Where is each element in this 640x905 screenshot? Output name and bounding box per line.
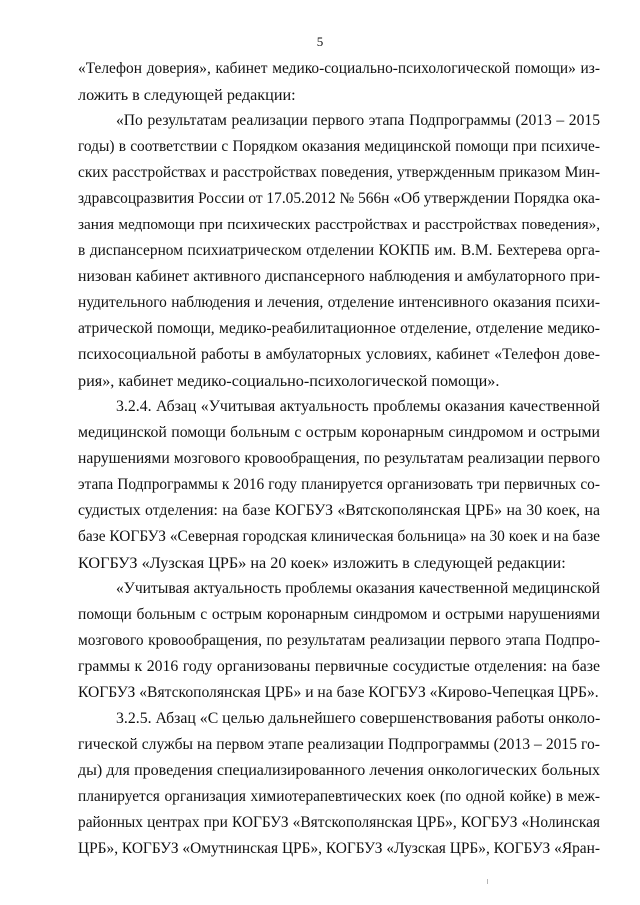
text-line: нарушениями мозгового кровообращения, по результатам реализации первого (78, 450, 600, 467)
text-line: рия», кабинет медико-социально-психологической помощи». (78, 372, 500, 390)
text-line: в диспансерном психиатрическом отделении КОКПБ им. В.М. Бехтерева орга- (78, 242, 600, 259)
text-line: гической службы на первом этапе реализации Подпрограммы (2013 – 2015 го- (78, 736, 600, 753)
text-line: нудительного наблюдения и лечения, отделение интенсивного оказания психи- (78, 294, 600, 311)
text-line: районных центрах при КОГБУЗ «Вятскополянская ЦРБ», КОГБУЗ «Нолинская (78, 814, 600, 831)
text-line: атрической помощи, медико-реабилитационное отделение, отделение медико- (78, 320, 600, 337)
text-line: 3.2.5. Абзац «С целью дальнейшего совершенствования работы онколо- (116, 710, 601, 727)
text-line: базе КОГБУЗ «Северная городская клиническая больница» на 30 коек и на базе (78, 528, 600, 545)
text-line: психосоциальной работы в амбулаторных условиях, кабинет «Телефон дове- (78, 346, 600, 363)
text-line: планируется организация химиотерапевтических коек (по одной койке) в меж- (78, 788, 600, 805)
text-line: судистых отделения: на базе КОГБУЗ «Вятскополянская ЦРБ» на 30 коек, на (78, 502, 600, 519)
text-line: мозгового кровообращения, по результатам реализации первого этапа Подпро- (78, 632, 600, 649)
text-line: «Учитывая актуальность проблемы оказания качественной медицинской (116, 580, 600, 597)
text-line: «Телефон доверия», кабинет медико-социально-психологической помощи» из- (78, 60, 600, 77)
text-line: КОГБУЗ «Вятскополянская ЦРБ» и на базе КОГБУЗ «Кирово-Чепецкая ЦРБ». (78, 684, 599, 701)
text-line: ложить в следующей редакции: (78, 86, 296, 104)
text-line: 3.2.4. Абзац «Учитывая актуальность проблемы оказания качественной (116, 398, 600, 415)
text-line: этапа Подпрограммы к 2016 году планируется организовать три первичных со- (78, 476, 600, 493)
text-line: низован кабинет активного диспансерного наблюдения и амбулаторного при- (78, 268, 600, 285)
text-line: КОГБУЗ «Лузская ЦРБ» на 20 коек» изложить в следующей редакции: (78, 554, 566, 572)
scan-artifact (487, 879, 488, 884)
text-line: ЦРБ», КОГБУЗ «Омутнинская ЦРБ», КОГБУЗ «Лузская ЦРБ», КОГБУЗ «Яран- (78, 840, 600, 857)
text-line: медицинской помощи больным с острым коронарным синдромом и острыми (78, 424, 600, 441)
text-line: «По результатам реализации первого этапа Подпрограммы (2013 – 2015 (116, 112, 600, 129)
page-number: 5 (316, 34, 324, 49)
text-line: ды) для проведения специализированного лечения онкологических больных (78, 762, 600, 779)
text-line: ских расстройствах и расстройствах поведения, утвержденным приказом Мин- (78, 164, 600, 181)
text-line: здравсоцразвития России от 17.05.2012 № 566н «Об утверждении Порядка ока- (78, 190, 600, 207)
text-line: помощи больным с острым коронарным синдромом и острыми нарушениями (78, 606, 600, 623)
text-line: годы) в соответствии с Порядком оказания медицинской помощи при психиче- (78, 138, 600, 155)
text-line: граммы к 2016 году организованы первичные сосудистые отделения: на базе (78, 658, 600, 675)
text-line: зания медпомощи при психических расстройствах и расстройствах поведения», (78, 216, 600, 233)
